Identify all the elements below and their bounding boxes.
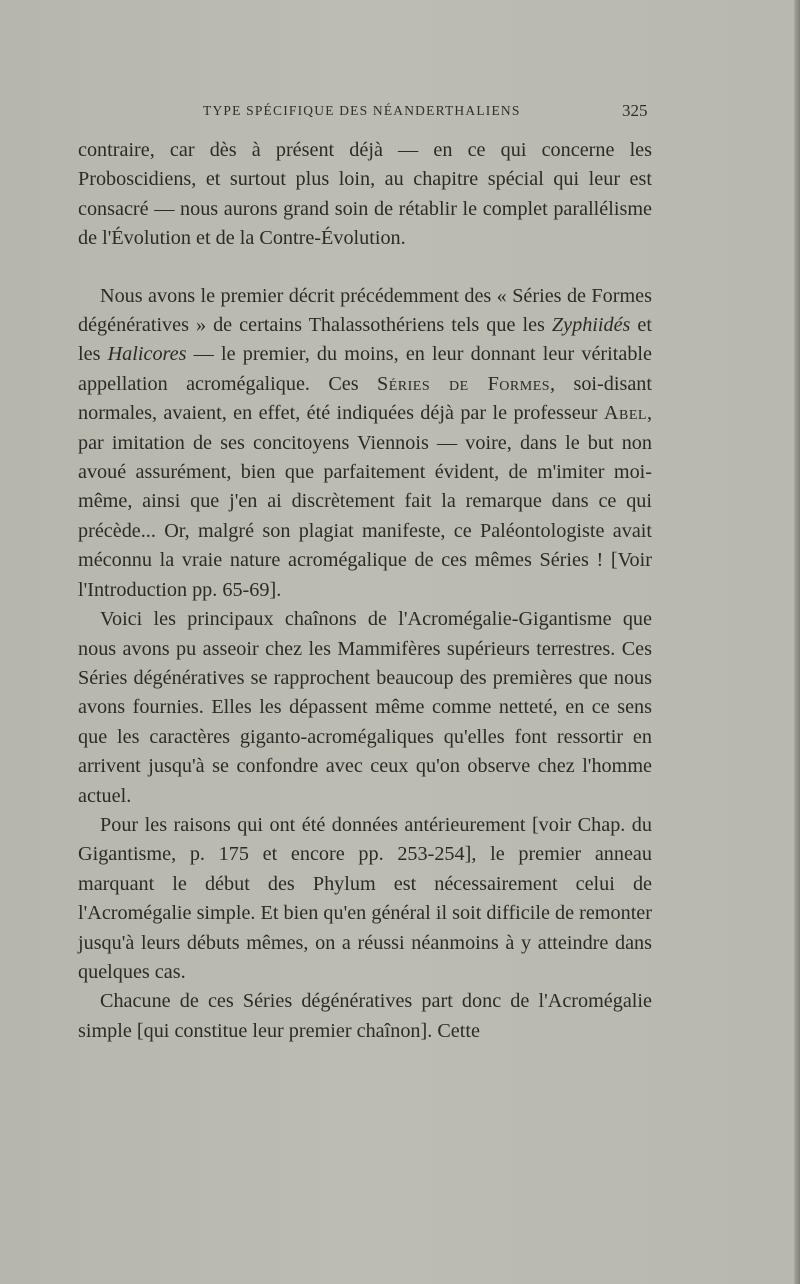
text-segment: , par imitation de ses concitoyens Viennois — voire, dans le but non avoué assurément, bien que parfaitement évident, de m'imiter moi-même, ainsi que j'en ai discrètement fait la remarque dans ce qui précède... Or, malgré son plagiat manifeste, ce Paléontologiste avait méconnu la vraie nature acromégalique de ces mêmes Séries ! [Voir l'Introduction pp. 65-69]. [78,402,652,601]
running-header [0,103,800,125]
paragraph-p4 [78,811,652,987]
text-segment: Séries de Formes [377,372,551,395]
paragraph-p5 [78,987,652,1046]
paragraph-p2 [78,282,652,605]
text-segment: et les [78,314,653,366]
text-segment: Voici les principaux chaînons de l'Acromégalie-Gigantisme que nous avons pu asseoir chez les Mammifères supérieurs terrestres. Ces Séries dégénératives se rapprochent beaucoup des premières que nous avons fournies. Elles les dépassent même comme netteté, en ce sens que les caractères giganto-acromégaliques qu'elles font ressortir en arrivent jusqu'à se confondre avec ceux qu'on observe chez l'homme actuel. [78,608,652,807]
text-segment: contraire, car dès à présent déjà — en ce qui concerne les Proboscidiens, et surtout plus loin, au chapitre spécial qui leur est consacré — nous aurons grand soin de rétablir le complet parallélisme de l'Évolution et de la Contre-Évolution. [78,139,652,250]
text-segment: — le premier, du moins, en leur donnant leur véritable appellation acromégalique. Ces [78,343,652,395]
text-segment: Pour les raisons qui ont été données antérieurement [voir Chap. du Gigantisme, p. 175 et encore pp. 253-254], le premier anneau marquant le début des Phylum est nécessairement celui de l'Acromégalie simple. Et bien qu'en général il soit difficile de remonter jusqu'à leurs débuts mêmes, on a réussi néanmoins à y atteindre dans quelques cas. [78,813,652,983]
text-segment: Halicores [107,343,187,366]
paragraph-p3 [78,605,652,811]
body-text [78,136,652,1046]
running-title: TYPE SPÉCIFIQUE DES NÉANDERTHALIENS [203,103,521,118]
page-edge-shadow [794,0,800,1284]
text-segment: Chacune de ces Séries dégénératives part donc de l'Acromégalie simple [qui constitue leur premier chaînon]. Cette [78,990,652,1042]
text-segment: Nous avons le premier décrit précédemment des « Séries de Formes dégénératives » de certains Thalassothériens tels que les [78,284,652,337]
paragraph-gap [78,254,652,282]
page-number: 325 [622,101,648,120]
text-segment: Abel [603,402,647,425]
text-segment: Zyphiidés [551,314,631,337]
paragraph-p1 [78,136,652,254]
text-segment: , soi-disant normales, avaient, en effet, été indiquées déjà par le professeur [78,372,652,425]
